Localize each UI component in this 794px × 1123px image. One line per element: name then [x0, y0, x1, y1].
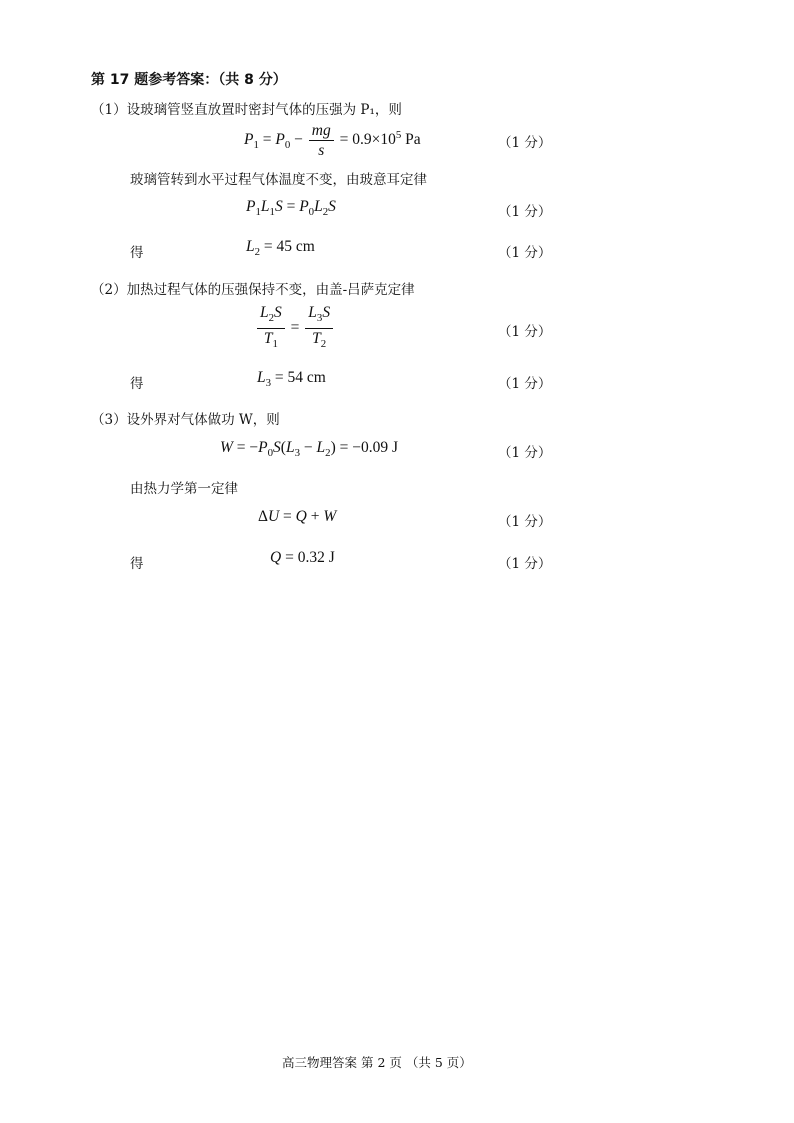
page-footer: 高三物理答案 第 2 页 （共 5 页） — [282, 1055, 472, 1070]
part1-boyle-text: 玻璃管转到水平过程气体温度不变，由玻意耳定律 — [130, 172, 427, 188]
part3-first-law-text: 由热力学第一定律 — [130, 481, 238, 497]
fraction-L3S-over-T2: $\frac{L_3S}{T_2}$ — [305, 304, 333, 353]
score-label: （1 分） — [498, 556, 552, 572]
de-label: 得 — [130, 376, 144, 392]
score-label: （1 分） — [498, 376, 552, 392]
score-label: （1 分） — [498, 514, 552, 530]
score-label: （1 分） — [498, 135, 552, 151]
score-label: （1 分） — [498, 324, 552, 340]
part3-eq3: Q = 0.32 J — [270, 549, 335, 566]
part2-intro: （2）加热过程气体的压强保持不变，由盖-吕萨克定律 — [91, 282, 415, 298]
score-label: （1 分） — [498, 245, 552, 261]
fraction-L2S-over-T1: $\frac{L_2S}{T_1}$ — [257, 304, 285, 353]
part1-eq1: $P_1 = P_0$ − $\frac{mg}{s}$ = $0.9\times 10^5$ Pa — [244, 122, 421, 159]
part1-intro: （1）设玻璃管竖直放置时密封气体的压强为 P₁，则 — [91, 102, 402, 118]
part2-eq1: $\frac{L_2S}{T_1}$ = $\frac{L_3S}{T_2}$ — [255, 304, 335, 353]
part3-eq2: ΔU = Q + W — [258, 508, 337, 525]
part1-eq2: $P_1L_1S = P_0L_2S$ — [246, 198, 336, 219]
question-heading: 第 17 题参考答案：（共 8 分） — [91, 72, 287, 88]
part3-eq1: $W = -P_0S(L_3 - L_2) = -0.09$ J — [220, 439, 398, 460]
part2-eq2: $L_3 = 54$ cm — [257, 369, 326, 390]
part3-intro: （3）设外界对气体做功 W，则 — [91, 412, 280, 428]
score-label: （1 分） — [498, 204, 552, 220]
de-label: 得 — [130, 556, 144, 572]
part1-eq3: $L_2 = 45$ cm — [246, 238, 315, 259]
score-label: （1 分） — [498, 445, 552, 461]
de-label: 得 — [130, 245, 144, 261]
fraction-mg-over-s: $\frac{mg}{s}$ — [309, 122, 334, 159]
